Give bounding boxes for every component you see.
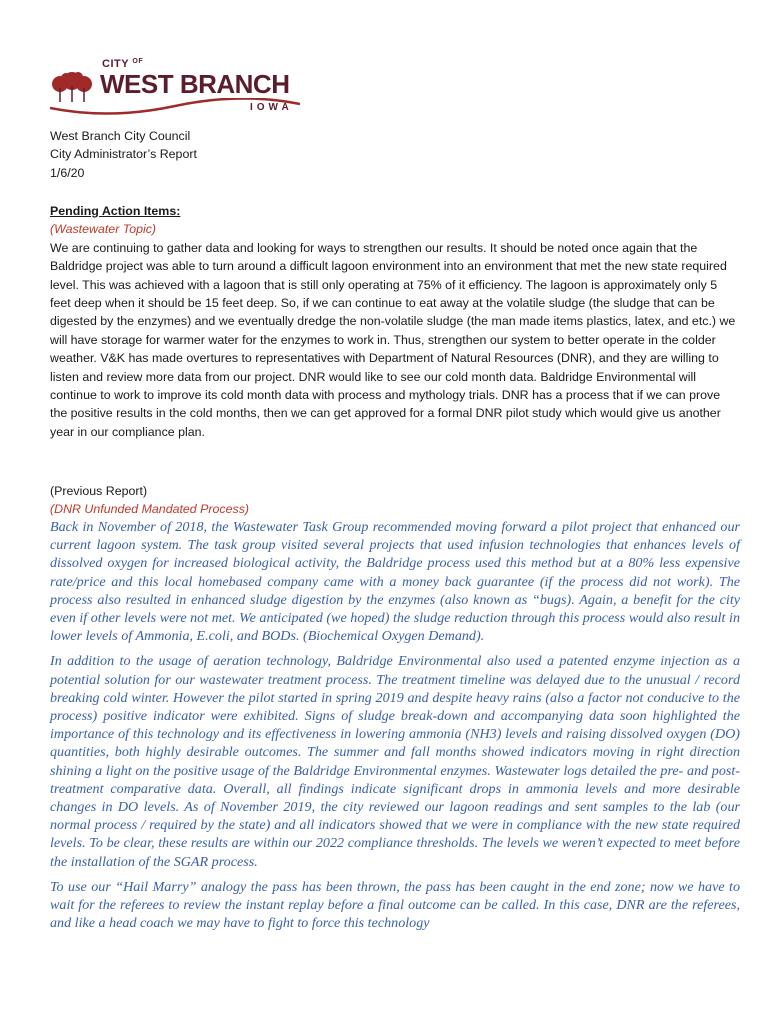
previous-label: (Previous Report) [50,484,148,498]
pending-section [50,202,740,441]
logo-city-text: CITY $^{OF}$ [102,58,144,70]
city-logo [50,58,300,120]
previous-section [50,482,740,519]
previous-topic: (DNR Unfunded Mandated Process) [50,502,250,517]
logo-state-text: IOWA [250,102,293,113]
report-paragraph-2: In addition to the usage of aeration technology, Baldridge Environmental also used a patented enzyme injection as a potential solution for our wastewater treatment process. The treatment timeline was delayed due to the unusual / record breaking cold winter. However the pilot started in spring 2019 and despite heavy rains (also a factor not conducive to the process) positive indicator were exhibited. Signs of sludge break-down and accompanying data soon highlighted the importance of this technology and its effectiveness in lowering ammonia (NH3) levels and raising dissolved oxygen (DO) quantities, both highly desirable outcomes. The summer and fall months showed indicators moving in right direction shining a light on the positive usage of the Baldridge Environmental enzymes. Wastewater logs detailed the pre- and post-treatment comparative data. Overall, all findings indicate significant drops in ammonia levels and more desirable changes in DO levels. As of November 2019, the city reviewed our lagoon readings and sent samples to the lab (our normal process / required by the state) and all indicators showed that we were in compliance with the new state required levels. To be clear, these results are within our 2022 compliance thresholds. The levels we weren’t expected to meet before the installation of the SGAR process. [50,653,740,870]
report-header [50,127,740,182]
previous-report-body [50,518,740,939]
header-report-title: City Administrator’s Report [50,147,197,162]
pending-body: We are continuing to gather data and looking for ways to strengthen our results. It should be noted once again that the Baldridge project was able to turn around a difficult lagoon environment into an environment that met the new state required level. This was achieved with a lagoon that is still only operating at 75% of it efficiency. The lagoon is approximately only 5 feet deep when it should be 15 feet deep. So, if we can continue to eat away at the volatile sludge (the sludge that can be digested by the enzymes) and we eventually dredge the non-volatile sludge (the man made items plastics, latex, and etc.) we will have storage for warmer water for the enzymes to work in. Thus, strengthen our system to better operate in the colder weather. V&K has made overtures to representatives with Department of Natural Resources (DNR), and they are willing to listen and review more data from our project. DNR would like to see our cold month data. Baldridge Environmental will continue to work to improve its cold month data with process and mythology trials. DNR has a process that if we can prove the positive results in the cold months, then we can get approved for a formal DNR pilot study which would give us another year in our compliance plan. [50,240,736,439]
pending-title: Pending Action Items: [50,204,181,218]
report-paragraph-3: To use our “Hail Marry” analogy the pass has been thrown, the pass has been caught in the end zone; now we have to wait for the referees to review the instant replay before a final outcome can be called. In this case, DNR are the referees, and like a head coach we may have to fight to force this technology [50,878,740,932]
header-council: West Branch City Council [50,129,191,143]
pending-topic: (Wastewater Topic) [50,222,157,237]
header-date: 1/6/20 [50,165,85,180]
report-paragraph-1: Back in November of 2018, the Wastewater Task Group recommended moving forward a pilot project that enhanced our current lagoon system. The task group visited several projects that used infusion technologies that enhances levels of dissolved oxygen for increased biological activity, the Baldridge process used this method but at a 80% less expensive rate/price and this local homebased company came with a money back guarantee (if the process did not work). The process also resulted in enhanced sludge digestion by the enzymes (also known as “bugs). Again, a benefit for the city even if other levels were not met. We anticipated (we hoped) the sludge reduction through this process would also result in lower levels of Ammonia, E.coli, and BODs. (Biochemical Oxygen Demand). [50,519,740,645]
logo-name-text: WEST BRANCH [100,69,290,99]
